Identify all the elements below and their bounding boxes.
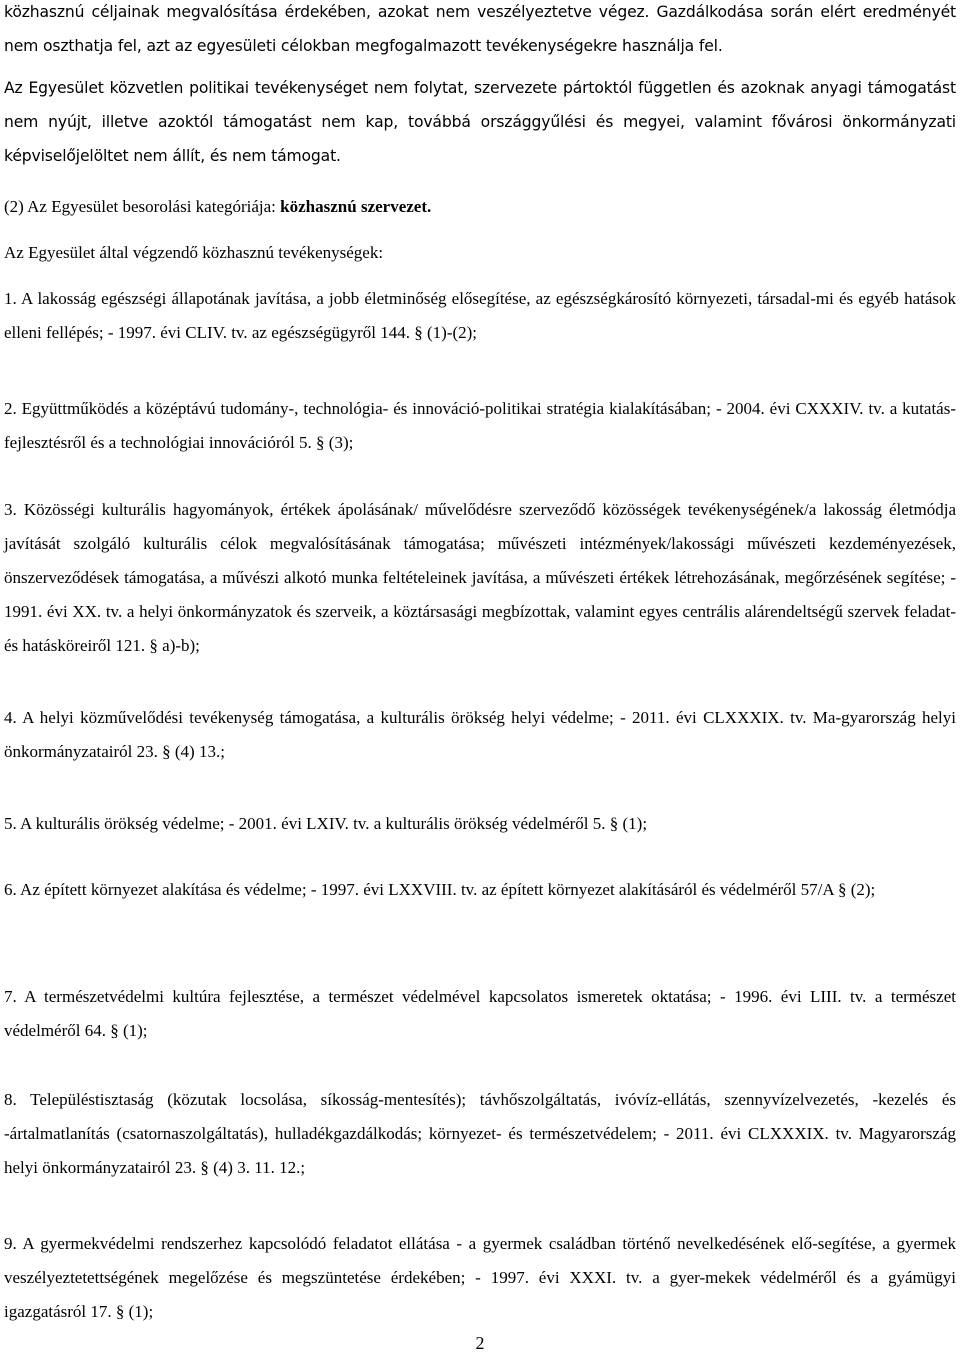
- activity-item-8: 8. Településtisztaság (közutak locsolása, síkosság-mentesítés); távhőszolgáltatás, ivóvíz-ellátás, szennyvízelvezetés, -kezelés és -ártalmatlanítás (csatornaszolgáltatás), hulladékgazdálkodás; környezet- és természetvédelem; - 2011. évi CLXXXIX. tv. Magyarország helyi önkormányzatairól 23. § (4) 3. 11. 12.;: [4, 1090, 956, 1177]
- intro-paragraph-tail: közhasznú céljainak megvalósítása érdekében, azokat nem veszélyeztetve végez. Gazdálkodása során elért eredményét nem oszthatja fel, azt az egyesületi célokban megfogalmazott tevékenységekre használja fel.: [4, 3, 956, 55]
- activity-item-6: 6. Az épített környezet alakítása és védelme; - 1997. évi LXXVIII. tv. az épített környezet alakításáról és védelméről 57/A § (2);: [4, 880, 876, 899]
- category-prefix: (2) Az Egyesület besorolási kategóriája:: [4, 197, 281, 216]
- activity-item-3: 3. Közösségi kulturális hagyományok, értékek ápolásának/ művelődésre szerveződő közösségek tevékenységének/a lakosság életmódja javítását szolgáló kulturális célok megvalósításának támogatása; művészeti intézmények/lakossági művészeti kezdeményezések, önszerveződések támogatása, a művészi alkotó munka feltételeinek javítása, a művészeti értékek létrehozásának, megőrzésének segítése; - 1991. évi XX. tv. a helyi önkormányzatok és szerveik, a köztársasági megbízottak, valamint egyes centrális alárendeltségű szervek feladat- és hatásköreiről 121. § a)-b);: [4, 500, 956, 655]
- activity-item-5: 5. A kulturális örökség védelme; - 2001. évi LXIV. tv. a kulturális örökség védelméről 5. § (1);: [4, 814, 648, 833]
- activity-item-9: 9. A gyermekvédelmi rendszerhez kapcsolódó feladatot ellátása - a gyermek családban történő nevelkedésének elő-segítése, a gyermek veszélyeztetettségének megelőzése és megszüntetése érdekében; - 1997. évi XXXI. tv. a gyer-mekek védelméről és a gyámügyi igazgatásról 17. § (1);: [4, 1234, 956, 1321]
- politics-paragraph: Az Egyesület közvetlen politikai tevékenységet nem folytat, szervezete pártoktól független és azoknak anyagi támogatást nem nyújt, illetve azoktól támogatást nem kap, továbbá országgyűlési és megyei, valamint fővárosi önkormányzati képviselőjelöltet nem állít, és nem támogat.: [4, 79, 956, 165]
- category-value: közhasznú szervezet.: [280, 197, 432, 216]
- activities-title: Az Egyesület által végzendő közhasznú tevékenységek:: [4, 243, 384, 262]
- activity-item-4: 4. A helyi közművelődési tevékenység támogatása, a kulturális örökség helyi védelme; - 2011. évi CLXXXIX. tv. Ma-gyarország helyi önkormányzatairól 23. § (4) 13.;: [4, 708, 956, 761]
- activity-item-1: 1. A lakosság egészségi állapotának javítása, a jobb életminőség elősegítése, az egészségkárosító környezeti, társadal-mi és egyéb hatások elleni fellépés; - 1997. évi CLIV. tv. az egészségügyről 144. § (1)-(2);: [4, 289, 956, 342]
- page-number: 2: [475, 1333, 485, 1353]
- activity-item-7: 7. A természetvédelmi kultúra fejlesztése, a természet védelmével kapcsolatos ismeretek oktatása; - 1996. évi LIII. tv. a természet védelméről 64. § (1);: [4, 987, 956, 1040]
- activity-item-2: 2. Együttműködés a középtávú tudomány-, technológia- és innováció-politikai stratégia kialakításában; - 2004. évi CXXXIV. tv. a kutatás-fejlesztésről és a technológiai innovációról 5. § (3);: [4, 399, 956, 452]
- category-paragraph: [4, 190, 956, 224]
